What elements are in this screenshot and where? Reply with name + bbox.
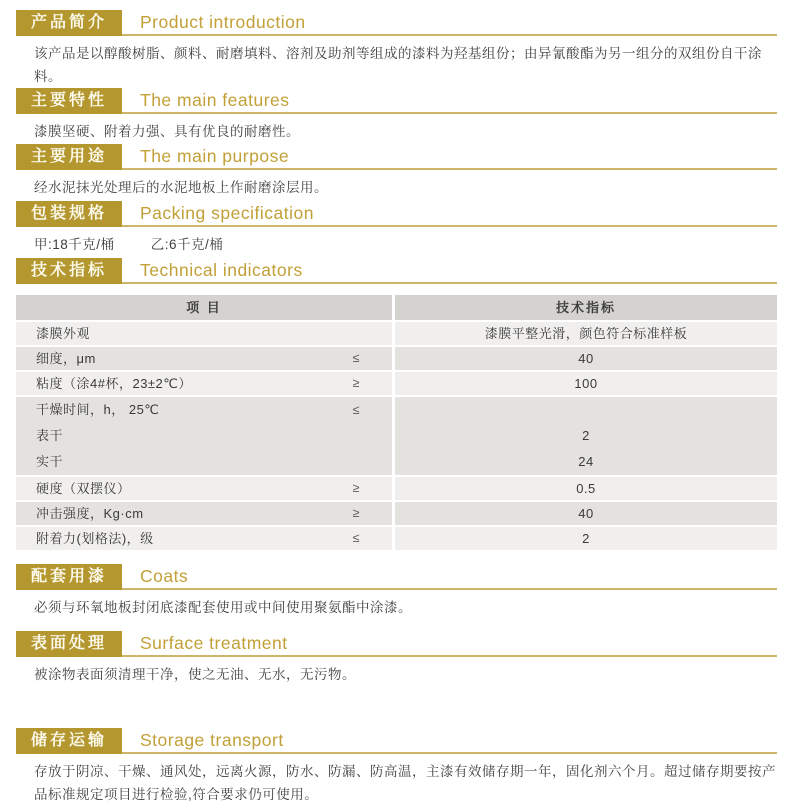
row-symbol: ≤: [352, 351, 360, 365]
section-body-storage: 存放于阴凉、干燥、通风处，远离火源，防水、防漏、防高温，主漆有效储存期一年，固化剂六个月。超过储存期要按产品标准规定项目进行检验,符合要求仍可使用。: [34, 764, 776, 802]
section-title-en: Packing specification: [140, 203, 314, 223]
table-row-value-drytime: [395, 397, 777, 475]
row-value: [395, 397, 777, 423]
row-item-label: 硬度（双摆仪）: [36, 481, 131, 496]
row-item-label: 附着力(划格法)，级: [36, 531, 154, 546]
section-title-en: Product introduction: [140, 12, 306, 32]
title-underline: [122, 225, 777, 227]
table-header-spec: 技术指标: [395, 295, 777, 320]
table-row-item: [16, 477, 392, 500]
row-symbol: ≤: [352, 403, 360, 417]
row-item-label: 表干: [36, 428, 64, 443]
table-row-item: [16, 347, 392, 370]
section-header-packing: [16, 201, 777, 227]
technical-indicators-table: [16, 295, 777, 550]
row-symbol: ≥: [352, 481, 360, 495]
section-header-coats: [16, 564, 777, 590]
table-row-value: 40: [395, 502, 777, 525]
packing-part-a: 甲:18千克/桶: [34, 237, 115, 252]
section-title-en: Technical indicators: [140, 260, 303, 280]
row-item-label: 粘度（涂4#杯，23±2℃）: [36, 376, 192, 391]
section-title-en: Surface treatment: [140, 633, 288, 653]
table-row-value: 40: [395, 347, 777, 370]
table-header-item: 项 目: [16, 295, 392, 320]
title-underline: [122, 112, 777, 114]
packing-part-b: 乙:6千克/桶: [150, 237, 224, 252]
row-item-label: 干燥时间，h， 25℃: [36, 402, 160, 417]
title-underline: [122, 588, 777, 590]
row-symbol: ≥: [352, 506, 360, 520]
drytime-sub-line: [16, 423, 392, 449]
section-label-zh: 包装规格: [16, 201, 122, 227]
section-label-zh: 表面处理: [16, 631, 122, 657]
section-title-en: The main purpose: [140, 146, 290, 166]
title-underline: [122, 282, 777, 284]
section-title-en: Storage transport: [140, 730, 284, 750]
table-row-item: [16, 502, 392, 525]
section-label-zh: 主要用途: [16, 144, 122, 170]
table-row-item-drytime: [16, 397, 392, 475]
title-underline: [122, 34, 777, 36]
section-header-technical: [16, 258, 777, 284]
section-label-zh: 技术指标: [16, 258, 122, 284]
drytime-sub-line: [16, 449, 392, 475]
section-title-en: The main features: [140, 90, 290, 110]
section-header-surface: [16, 631, 777, 657]
section-body-packing: [34, 233, 777, 256]
section-label-zh: 配套用漆: [16, 564, 122, 590]
title-underline: [122, 655, 777, 657]
table-row-item: [16, 527, 392, 550]
table-row-value: 0.5: [395, 477, 777, 500]
row-item-label: 冲击强度，Kg·cm: [36, 506, 144, 521]
drytime-line: [16, 397, 392, 423]
table-row-item: [16, 372, 392, 395]
section-header-main-features: [16, 88, 777, 114]
row-symbol: ≤: [352, 531, 360, 545]
row-item-label: 细度，μm: [36, 351, 96, 366]
row-value: 24: [578, 454, 594, 469]
section-label-zh: 主要特性: [16, 88, 122, 114]
table-row-item: [16, 322, 392, 345]
table-row-value: 2: [395, 527, 777, 550]
section-label-zh: 储存运输: [16, 728, 122, 754]
section-header-product-intro: [16, 10, 777, 36]
row-symbol: ≥: [352, 376, 360, 390]
table-row-value: 漆膜平整光滑，颜色符合标准样板: [395, 322, 777, 345]
title-underline: [122, 168, 777, 170]
row-item-label: 漆膜外观: [36, 326, 91, 341]
section-body-surface: 被涂物表面须清理干净，使之无油、无水，无污物。: [34, 667, 356, 682]
section-title-en: Coats: [140, 566, 189, 586]
section-body-coats: 必须与环氧地板封闭底漆配套使用或中间使用聚氨酯中涂漆。: [34, 600, 412, 615]
row-item-label: 实干: [36, 454, 64, 469]
section-header-storage: [16, 728, 777, 754]
section-body-main-features: 漆膜坚硬、附着力强、具有优良的耐磨性。: [34, 124, 300, 139]
section-body-product-intro: 该产品是以醇酸树脂、颜料、耐磨填料、溶剂及助剂等组成的漆料为羟基组份；由异氰酸酯为另一组分的双组份自干涂料。: [34, 46, 762, 84]
section-label-zh: 产品简介: [16, 10, 122, 36]
row-value: 2: [582, 428, 590, 443]
title-underline: [122, 752, 777, 754]
section-body-main-purpose: 经水泥抹光处理后的水泥地板上作耐磨涂层用。: [34, 180, 328, 195]
section-header-main-purpose: [16, 144, 777, 170]
table-row-value: 100: [395, 372, 777, 395]
